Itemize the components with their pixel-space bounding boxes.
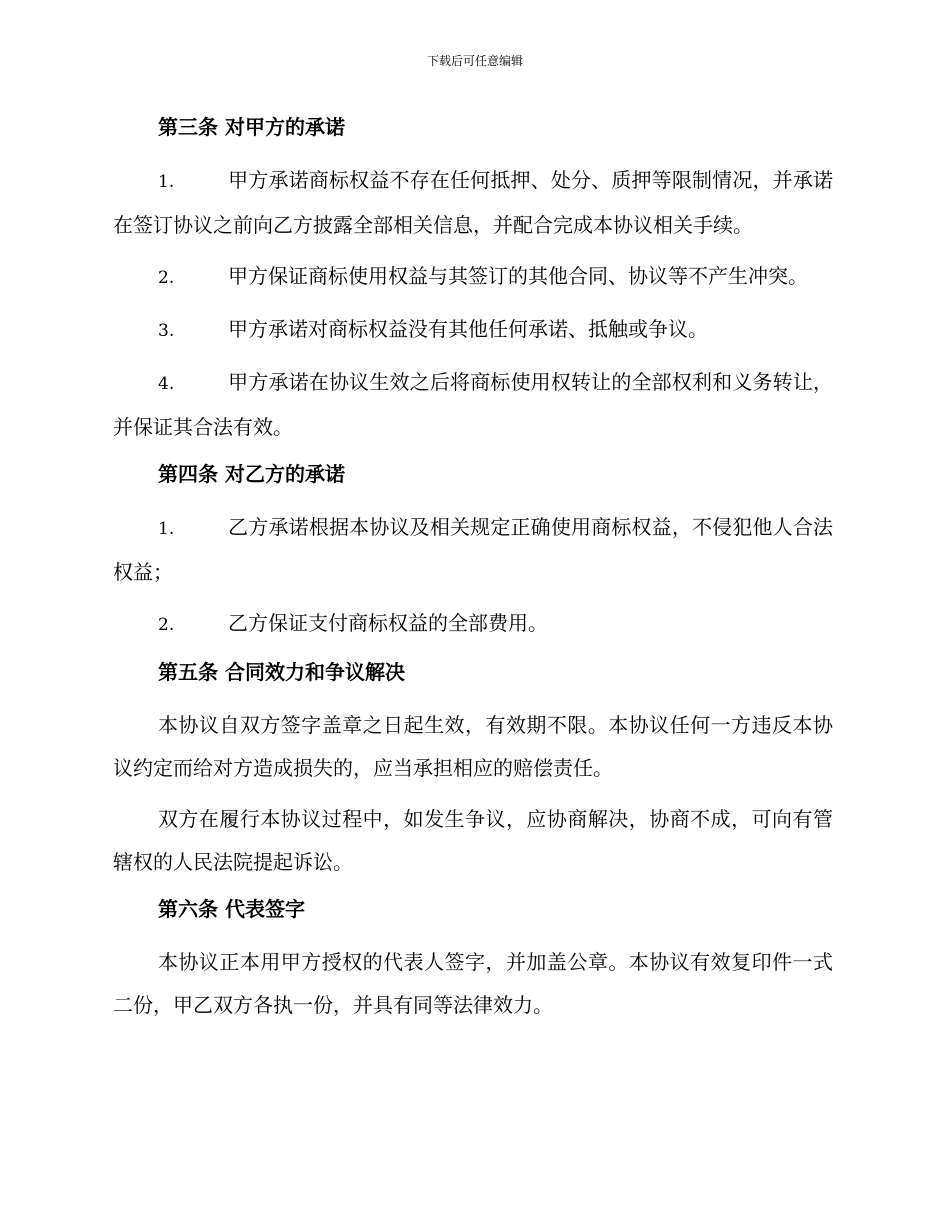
paragraph: 本协议正本用甲方授权的代表人签字，并加盖公章。本协议有效复印件一式二份，甲乙双方各执一份，并具有同等法律效力。: [113, 950, 833, 1017]
item-text: 甲方承诺对商标权益没有其他任何承诺、抵触或争议。: [228, 317, 708, 341]
item-number: 1.: [158, 519, 175, 539]
list-item: [113, 159, 833, 247]
item-text: 甲方承诺在协议生效之后将商标使用权转让的全部权利和义务转让，并保证其合法有效。: [113, 370, 833, 439]
list-item: [113, 506, 833, 594]
page-header-note: 下载后可任意编辑: [426, 54, 523, 68]
section-article-5: [113, 655, 833, 884]
section-article-3: [113, 110, 833, 449]
list-item: [113, 602, 833, 647]
item-number: 1.: [158, 172, 175, 192]
list-item: [113, 308, 833, 353]
section-article-6: [113, 892, 833, 1027]
item-text: 甲方承诺商标权益不存在任何抵押、处分、质押等限制情况，并承诺在签订协议之前向乙方披露全部相关信息，并配合完成本协议相关手续。: [113, 168, 833, 237]
section-heading: 第六条 代表签字: [158, 897, 305, 921]
document-body: [113, 110, 833, 1035]
item-text: 甲方保证商标使用权益与其签订的其他合同、协议等不产生冲突。: [228, 264, 808, 288]
item-number: 3.: [158, 321, 175, 341]
section-heading: 第三条 对甲方的承诺: [158, 115, 345, 139]
section-article-4: [113, 457, 833, 647]
item-text: 乙方承诺根据本协议及相关规定正确使用商标权益，不侵犯他人合法权益；: [113, 515, 833, 584]
section-heading: 第五条 合同效力和争议解决: [158, 660, 405, 684]
item-number: 2.: [158, 615, 175, 635]
item-number: 2.: [158, 268, 175, 288]
list-item: [113, 361, 833, 449]
section-heading: 第四条 对乙方的承诺: [158, 462, 345, 486]
paragraph: 本协议自双方签字盖章之日起生效，有效期不限。本协议任何一方违反本协议约定而给对方造成损失的，应当承担相应的赔偿责任。: [113, 713, 833, 780]
item-text: 乙方保证支付商标权益的全部费用。: [228, 611, 548, 635]
paragraph: 双方在履行本协议过程中，如发生争议，应协商解决，协商不成，可向有管辖权的人民法院提起诉讼。: [113, 807, 833, 874]
list-item: [113, 255, 833, 300]
item-number: 4.: [158, 374, 175, 394]
